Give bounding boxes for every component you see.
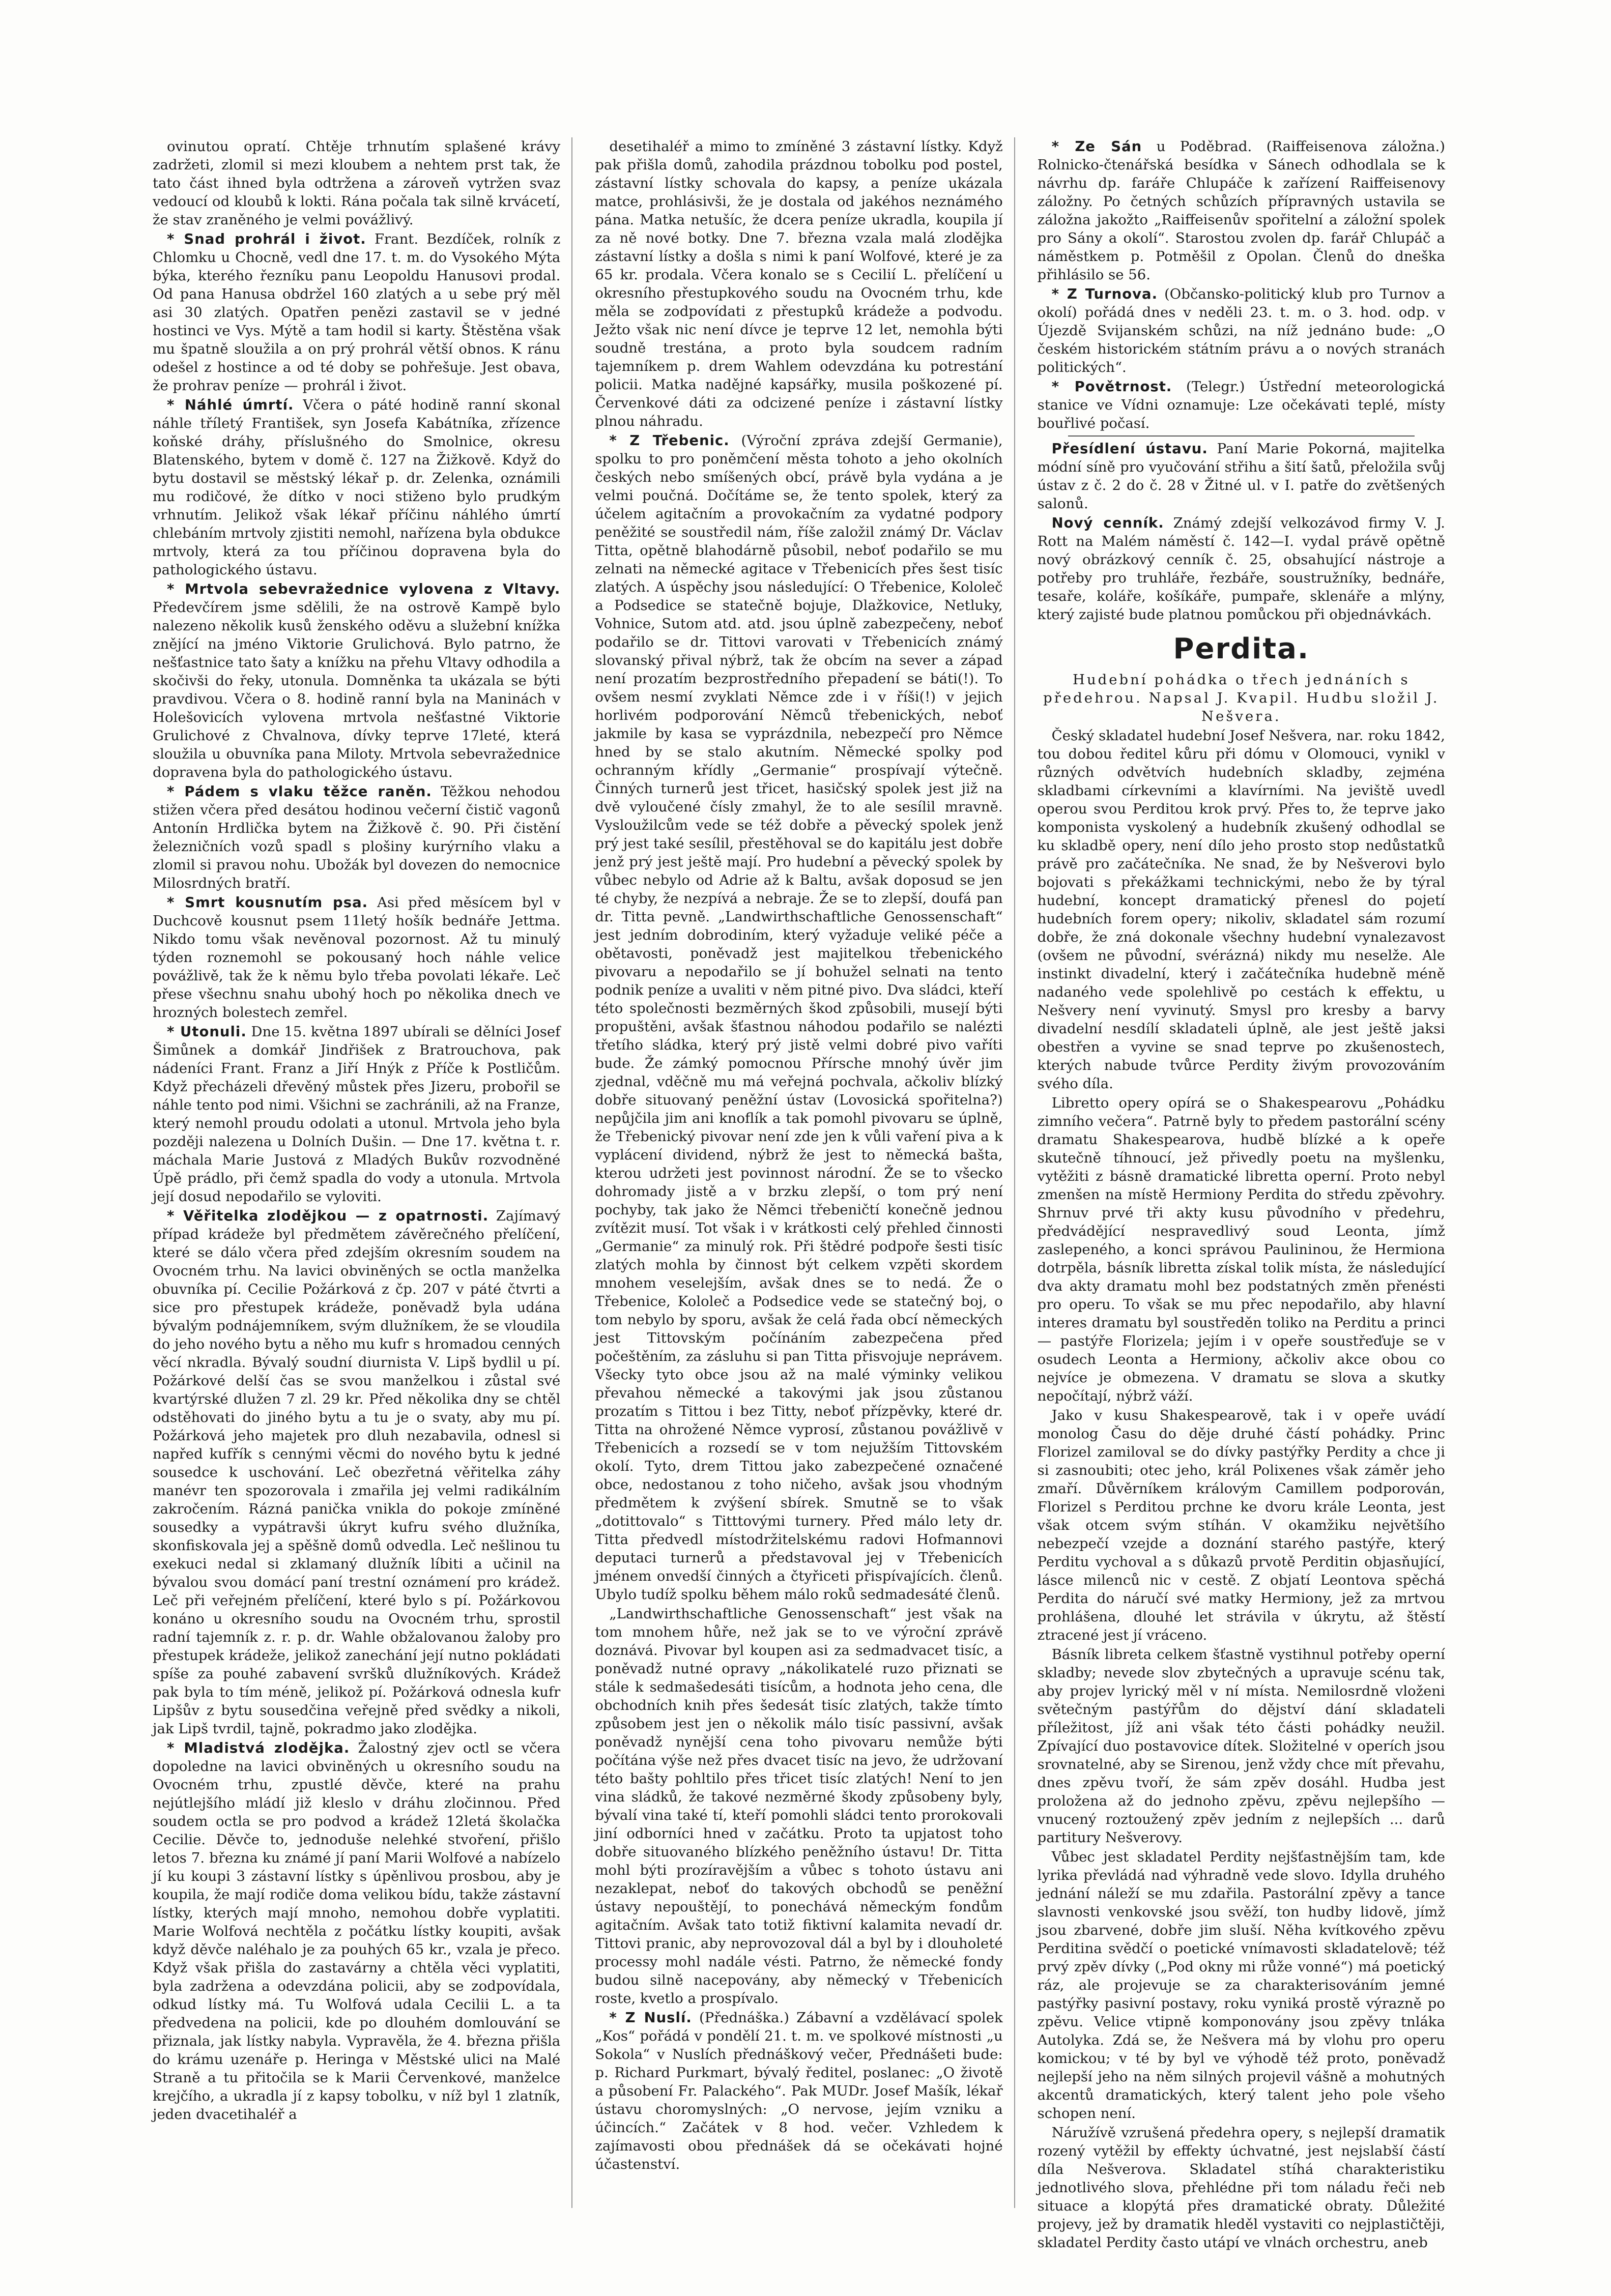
column-1 (153, 137, 572, 2208)
news-headline: * Náhlé úmrtí. (167, 397, 294, 413)
news-item: * Pádem s vlaku těžce raněn. Těžkou nehodou stižen včera před desátou hodinou večerní čistič vagonů Antonín Hrdlička bytem na Žižkově č. 90. Při čistění železničních vozů spadl s plošiny kurýrního vlaku a zlomil si pravou nohu. Ubožák byl dovezen do nemocnice Milosrdných bratří. (153, 783, 561, 891)
page-body (153, 137, 1445, 2251)
news-headline: * Věřitelka zlodějkou — z opatrnosti. (167, 1208, 489, 1224)
news-headline: * Z Třebenic. (609, 432, 730, 449)
news-headline: * Smrt kousnutím psa. (167, 894, 368, 911)
news-item: * Věřitelka zlodějkou — z opatrnosti. Zajímavý případ krádeže byl předmětem závěrečného přelíčení, které se dálo včera před zdejším okresním soudem na Ovocném trhu. Na lavici obviněných se octla manželka obuvníka pí. Cecilie Požárková z čp. 207 v páté čtvrti a sice pro přestupek krádeže, poněvadž byla udána bývalým podnájemníkem, svým dlužníkem, že se vloudila do jeho nového bytu a něho mu kufr s hromadou cenných věcí nkradla. Bývalý soudní diurnista V. Lipš bydlil u pí. Požárkové delší čas se svou manželkou i zůstal své kvartýrské dlužen 7 zl. 29 kr. Před několika dny se chtěl odstěhovati do jiného bytu a tu je o svaty, aby mu pí. Požárková jeho majetek pro dluh nezabavila, odnesl si napřed kufřík s cennými věcmi do nového bytu k jedné sousedce k uschování. Leč obezřetná věřitelka záhy manévr ten spozorovala i zmařila jej velmi radikálním zakročením. Rázná panička vnikla do pokoje zmíněné sousedky a vypátravši úkryt kufru svého dlužníka, skonfiskovala jej a spěšně domů odvedla. Leč nešlinou tu exekuci nedal si zklamaný dlužník líbiti a učinil na bývalou svou domácí paní trestní oznámení pro krádež. Leč při veřejném přelíčení, které bylo s pí. Požárkovou konáno u okresního soudu na Ovocném trhu, sprostil radní tajemník z. r. p. dr. Wahle obžalovanou žaloby pro přestupek krádeže, jelikož zanechání její nutno pokládati spíše za pouhé zabavení svršků dlužníkových. Krádež pak byla to tím méně, jelikož pí. Požárková odnesla kufr Lipšův z bytu sousedčina veřejně před svědky a nikoli, jak Lipš tvrdil, tajně, pokradmo jako zlodějka. (153, 1208, 561, 1737)
news-headline: * Z Nuslí. (609, 2010, 692, 2026)
news-headline: * Mladistvá zlodějka. (167, 1740, 350, 1756)
section-divider (1068, 435, 1415, 437)
column-2 (595, 137, 1015, 2208)
news-headline: * Ze Sán (1051, 138, 1142, 155)
news-item: * Utonuli. Dne 15. května 1897 ubírali se dělníci Josef Šimůnek a domkář Jindřišek z Bratrouchova, pak nádeníci Frant. Franz a Jiří Hnýk z Příče k Postličům. Když přecházeli dřevěný můstek přes Jizeru, probořil se náhle tento pod nimi. Všichni se zachránili, až na Franze, který nemohl proudu odolati a utonul. Mrtvola jeho byla později nalezena u Dolních Dušin. — Dne 17. května t. r. máchala Marie Justová z Mladých Bukův rozvodněné Úpě prádlo, při čemž spadla do vody a utonula. Mrtvola její dosud nepodařilo se vyloviti. (153, 1024, 561, 1205)
review-paragraph: Český skladatel hudební Josef Nešvera, nar. roku 1842, tou dobou ředitel kůru při dómu v Olomouci, vynikl v různých odvětvích hudebních skladby, zejména skladbami církevními a klavírními. Na jeviště uvedl operou svou Perditou krok prvý. Přes to, že teprve jako komponista vyskolený a hudebník zkušený odhodlal se ku skladbě opery, není dílo jeho prosto stop nedůstatků právě pro začátečníka. Ne snad, že by Nešverovi bylo bojovati s překážkami technickými, nebo že by týral hudební, koncept dramatický přenesl do pojetí hudebních forem opery; nikoliv, skladatel sám rozumí dobře, že zná dokonale všechny hudební vynalezavost (ovšem ne původní, svérázná) nikdy mu neselže. Ale instinkt divadelní, který i začátečníka hudebně méně nadaného vede spolehlivě po cestách k effektu, u Nešvery není vyvinutý. Smysl pro kresby a barvy divadelní nesdílí skladateli úplně, ale jest ještě jaksi obestřen a vyvine se snad teprve po zkušenostech, kterých nabude tvůrce Perdity živým provozováním svého díla. (1037, 728, 1445, 1092)
news-item: * Náhlé úmrtí. Včera o páté hodině ranní skonal náhle tříletý František, syn Josefa Kabátníka, zřízence koňské dráhy, příslušného do Smolnice, okresu Blatenského, bytem v domě č. 127 na Žižkově. Když do bytu dostavil se městský lékař p. dr. Zelenka, oznámili mu rodičové, že dítko v noci stiženo bylo prudkým vrhnutím. Jelikož však lékař příčinu náhlého úmrtí chlebáním mrtvoly zjistiti nemohl, nařízena byla obdukce mrtvoly, která za tou příčinou dopravena byla do pathologického ústavu. (153, 397, 561, 578)
news-headline: * Povětrnost. (1051, 379, 1172, 395)
notice-headline: Přesídlení ústavu. (1051, 441, 1208, 457)
news-item: * Snad prohrál i život. Frant. Bezdíček, rolník z Chlomku u Chocně, vedl dne 17. t. m. do Vysokého Mýta býka, kterého řezníku panu Leopoldu Hanusovi prodal. Od pana Hanusa obdržel 160 zlatých a u sebe prý měl asi 30 zlatých. Opatřen penězi zastavil se v jedné hostinci ve Vys. Mýtě a tam hodil si karty. Štěstěna však mu špatně sloužila a on prý prohrál větší obnos. K ránu odešel z hostince a od té doby se pohřešuje. Jest obava, že prohrav peníze — prohrál i život. (153, 231, 561, 394)
news-item: * Povětrnost. (Telegr.) Ústřední meteorologická stanice ve Vídni oznamuje: Lze očekávati teplé, místy bouřlivé počasí. (1037, 379, 1445, 431)
news-item: * Mladistvá zlodějka. Žalostný zjev octl se včera dopoledne na lavici obviněných u okresního soudu na Ovocném trhu, zpustlé děvče, které na prahu nejútlejšího mládí již kleslo v dráhu zločinnou. Před soudem octla se pro podvod a krádež 12letá školačka Cecilie. Děvče to, jednoduše nelehké stvoření, přišlo letos 7. března ku známé jí paní Marii Wolfové a nabízelo jí ku koupi 3 zástavní lístky s úpěnlivou prosbou, aby je koupila, že mají rodiče doma velikou bídu, takže zástavní lístky, kterých mají mnoho, nemohou dobře vyplatiti. Marie Wolfová nechtěla z počátku lístky koupiti, avšak když děvče naléhalo je za pouhých 65 kr., vzala je přeco. Když však přišla do zastavárny a chtěla věci vyplatiti, byla zadržena a odevzdána policii, aby se zodpovídala, odkud lístky má. Tu Wolfová udala Cecilii L. a ta předvedena na policii, kde po dlouhém domlouvání se přiznala, jak lístky nabyla. Vypravěla, že 4. března přišla do krámu uzenáře p. Heringa v Městské ulici na Malé Straně a tu přitočila se k Marii Červenkové, manželce krejčího, a ukradla jí z kapsy tobolku, v níž byl 1 zlatník, jeden dvacetihaléř a (153, 1740, 561, 2123)
feuilleton-title: Perdita. (1173, 632, 1310, 665)
feuilleton-subtitle: Hudební pohádka o třech jednáních s předehrou. Napsal J. Kvapil. Hudbu složil J. Nešvera. (1043, 672, 1440, 724)
news-item: * Z Třebenic. (Výroční zpráva zdejší Germanie), spolku to pro poněmčení města tohoto a jeho okolních českých nebo smíšených obcí, právě byla vydána a je velmi poučná. Dočítáme se, že tento spolek, který za účelem agitačním a provokačním za vydatné podpory peněžité se soustředil nám, říše založil známý Dr. Václav Titta, opětně blahodárně působil, neboť podařilo se mu zelnati na německé agitace v Třebenicích přes šest tisíc zlatých. A úspěchy jsou následující: O Třebenice, Kololeč a Podsedice se statečně bojuje, Dlažkovice, Netluky, Vohnice, Sutom atd. atd. jsou úplně zabezpečeny, neboť podařilo se dr. Tittovi varovati v Třebenicích známý slovanský přival nýbrž, tak že obcím na sever a západ není prozatím bezprostředního přepadení se báti(!). To ovšem nesmí zvyklati Němce zde i v říši(!) v jejich horlivém podporování Němců třebenických, neboť jakmile by kasa se vyprázdnila, nebezpečí pro Němce hned by se stalo akutním. Německé spolky pod ochranným křídly „Germanie“ prospívají výtečně. Činných turnerů jest třicet, hasičský spolek jest již na dvě vyloučené čísly zmahyl, že to ale sesílil mravně. Vysloužilcům vede se též dobře a pěvecký spolek jenž prý jest také sesílil, přestěhoval se do kapitálu jest dobře jenž prý jest ještě mají. Pro hudební a pěvecký spolek by vůbec nebylo od Adrie až k Baltu, avšak doposud se jen té chyby, že nezpívá a nebraje. Že se to zlepší, doufá pan dr. Titta pevně. „Landwirthschaftliche Genossenschaft“ jest jedním dobrodiním, který vyžaduje veliké péče a obětavosti, poněvadž jest majitelkou třebenického pivovaru a nepodařilo se jí bohužel selnati na tento podnik peníze a uvaliti v něm pitné pivo. Dva sládci, kteří této společnosti bezměrných škod způsobili, musejí býti propuštěni, avšak šťastnou náhodou podařilo se nalézti třetího sládka, který prý jistě velmi dobré pivo vaříti bude. Že zámký pomocnou Přírsche mnohý úvěr jim zjednal, vděčně mu má veřejná pochvala, ačkoliv blízký dobře situovaný peněžní ústav (Lovosická spořitelna?) nepůjčila jim ani knoflík a tak pomohl pivovaru se úplně, že Třebenický pivovar není zde jen k vůli vaření piva a k vyplácení dividend, nýbrž že jest to německá bašta, kterou udržeti jest povinnost národní. Že se to všecko dohromady jistě a v brzku zlepší, o tom prý není pochyby, tak jako že Němci třebeničtí konečně jednou zvítězit musí. Tot však i v krátkosti celý přehled činnosti „Germanie“ za minulý rok. Při štědré podpoře šesti tisíc zlatých mohla by činnost být celkem vzpěti skordem mnohem veselejším, avšak dnes se to nedá. Že o Třebenice, Kololeč a Podsedice vede se statečný boj, o tom nebylo by sporu, avšak že celá řada obcí německých jest Tittovským počínáním zabezpečena před počeštěním, za zásluhu si pan Titta přisvojuje neprávem. Všecky tyto obce jsou až na malé výminky velikou převahou německé a takovými jak jsou zůstanou prozatím s Tittou i bez Titty, neboť přízpěvky, které dr. Titta na ohrožené Němce vyprosí, zůstanou povážlivě v Třebenicích a rozsedí se v tom nejužším Tittovském okolí. Tyto, drem Tittou jako zabezpečené označené obce, nedostanou z toho ničeho, avšak jsou vhodným předmětem k zvýšení sbírek. Smutně se to však „dotittovalo“ s Titttovými turnery. Před málo lety dr. Titta předvedl místodržitelskému radovi Hofmannovi deputaci turnerů a představoval jej v Třebenicích jménem onvedší činných a čtyřiceti přispívajících. členů. Ubylo tudíž spolku během málo roků sedmadesáté členů. (595, 432, 1003, 1603)
news-headline: * Mrtvola sebevražednice vylovena z Vltavy. (167, 581, 561, 597)
news-item: * Z Nuslí. (Přednáška.) Zábavní a vzdělávací spolek „Kos“ pořádá v pondělí 21. t. m. ve spolkové místnosti „u Sokola“ v Nuslích přednáškový večer, Přednášeti bude: p. Richard Purkmart, bývalý ředitel, poslanec: „O životě a působení Fr. Palackého“. Pak MUDr. Josef Mašík, lékař ústavu choromyslných: „O nervose, jejím vzniku a účincích.“ Začátek v 8 hod. večer. Vzhledem k zajímavosti obou přednášek dá se očekávati hojné účastenství. (595, 2010, 1003, 2172)
article-fragment: desetihaléř a mimo to zmíněné 3 zástavní lístky. Když pak přišla domů, zahodila prázdnou tobolku pod postel, zástavní lístky schovala do kapsy, a peníze ukázala matce, prohlásivši, že je dostala od jakéhos neznámého pána. Matka netušíc, že dcera peníze ukradla, koupila jí za ně nové botky. Dne 7. března vzala malá zlodějka zástavní lístky a došla s nimi k paní Wolfové, které je za 65 kr. prodala. Včera konalo se s Cecilií L. přelíčení u okresního přestupkového soudu na Ovocném trhu, kde měla se zodpovídati z přestupků krádeže a podvodu. Ježto však nic není dívce je teprve 12 let, nemohla býti soudně trestána, a proto byla soudcem radním tajemníkem p. drem Wahlem odevzdána ku potrestání policii. Matka nadějné kapsářky, musila poškozené pí. Červenkové dáti za odcizené peníze i zástavní lístky plnou náhradu. (595, 138, 1003, 429)
news-headline: * Snad prohrál i život. (167, 231, 366, 247)
review-paragraph: Libretto opery opírá se o Shakespearovu „Pohádku zimního večera“. Patrně byly to předem pastorální scény dramatu Shakespearova, hudbě blízké a k opeře skutečně tíhnoucí, jež přivedly poetu na myšlenku, vytěžiti z básně dramatické libretta operní. Proto nebyl zmenšen na místě Hermiony Perdita do středu zpěvohry. Shrnuv prvé tři akty kusu původního v předehru, předvádějící nespravedlivý soud Leonta, jímž zaslepeného, a konci správou Paulininou, že Hermiona dotrpěla, básník libretta získal tolik místa, že následující dva akty dramatu mohl bez podstatných změn přenésti pro operu. To však se mu přec nepodařilo, aby hlavní interes dramatu byl soustředěn toliko na Perditu a princi — pastýře Florizela; jejím i v opeře soustřeďuje se v osudech Leonta a Hermiony, ačkoliv akce obou co nejvíce je obmezena. V dramatu se slova a skutky nepočítají, nýbrž váží. (1037, 1095, 1445, 1404)
review-paragraph: Jako v kusu Shakespearově, tak i v opeře uvádí monolog Času do děje druhé částí pohádky. Princ Florizel zamiloval se do dívky pastýřky Perdity a chce ji si zasnoubiti; otec jeho, král Polixenes však záměr jeho zmaří. Důvěrníkem královým Camillem podporován, Florizel s Perditou prchne ke dvoru krále Leonta, jest však otcem svým stíhán. V okamžiku největšího nebezpečí vzejde a doznání starého pastýře, který Perditu vychoval a s důkazů prvotě Perditin objasňující, lásce milenců nic v cestě. Z objatí Leontova spěchá Perdita do náručí své matky Hermiony, jež za mrtvou prohlášena, dlouhé let strávila v úkrytu, až štěstí ztracené jest jí vráceno. (1037, 1407, 1445, 1643)
column-3 (1037, 137, 1445, 2251)
news-item-continued: „Landwirthschaftliche Genossenschaft“ jest však na tom mnohem hůře, než jak se to ve výroční zprávě doznává. Pivovar byl koupen asi za sedmadvacet tisíc, a poněvadž nutné opravy „nákolikatelé ruzo přiznati se stále k sedmašedesáti tisícům, a hodnota jeho cena, dle obchodních knih přes šedesát tisíc zlatých, takže tímto způsobem jest jen o několik málo tisíc passivní, avšak poněvadž nynější cena toho pivovaru nemůže býti počítána výše než přes dvacet tisíc na jevo, že udržovaní této bašty pohltilo přes třicet tisíc zlatých! Není to jen vina sládků, že takové nezměrné škody způsobeny byly, bývalí vina také tí, kteří pomohli sládci tento prorokovali jiní odborníci hned v začátku. Proto ta upjatost toho dobře situovaného blízkého peněžního ústavu! Dr. Titta mohl býti prozíravějším a vůbec s tohoto ústavu ani nezaklepat, neboť do takových obchodů se peněžní ústavy nepouštějí, to ponechává německým fondům agitačním. Avšak tato totiž fiktivní kalamita nevadí dr. Tittovi pranic, aby neprovozoval dál a byl by i dlouholeté processy mohl nadále vésti. Patrno, že německé fondy budou silně nacepovány, aby německý v Třebenicích roste, kvetlo a prospívalo. (595, 1606, 1003, 2007)
notice-item: Přesídlení ústavu. Paní Marie Pokorná, majitelka módní síně pro vyučování střihu a šití šatů, přeložila svůj ústav z č. 2 do č. 28 v Žitné ul. v I. patře do zvětšených salonů. (1037, 441, 1445, 512)
news-item: * Ze Sán u Poděbrad. (Raiffeisenova záložna.) Rolnicko-čtenářská besídka v Sánech odhodlala se k návrhu dp. faráře Chlupáče k zařízení Raiffeisenovy záložny. Po četných schůzích přípravných ustavila se záložna jakožto „Raiffeisenův spořitelní a záložní spolek pro Sány a okolí“. Starostou zvolen dp. farář Chlupáč a náměstkem p. Potměšil z Opolan. Členů do dneška přihlásilo se 56. (1037, 138, 1445, 283)
news-item: * Mrtvola sebevražednice vylovena z Vltavy. Předevčírem jsme sdělili, že na ostrově Kampě bylo nalezeno několik kusů ženského oděvu a služební knížka znějící na jméno Viktorie Grulichová. Bylo patrno, že nešťastnice tato šaty a knížku na přehu Vltavy odhodila a skočivši do řeky, utonula. Domněnka ta ukázala se býti pravdivou. Včera o 8. hodině ranní byla na Maninách v Holešovicích vylovena mrtvola nešťastné Viktorie Grulichové z Chvalnova, dívky teprve 17leté, která sloužila u obuvníka pana Miloty. Mrtvola sebevražednice dopravena byla do pathologického ústavu. (153, 581, 561, 780)
review-paragraph: Básník libreta celkem šťastně vystihnul potřeby operní skladby; nevede slov zbytečných a upravuje scénu tak, aby projev lyrický měl v ní místa. Nemilosrdně vloženi světečným pastýřům do dějství dání skladateli příležitost, jíž ani však této části pohádky neužil. Zpívající duo postavovice dítek. Složitelné v operích jsou srovnatelné, aby se Sirenou, jenž vždy chce mít převahu, dnes zpěvu tvoří, že sám zpěv dosáhl. Hudba jest proložena až do jednoho zpěvu, zpěvu nejlepšího — vnucený roztoužený zpěv jedním z nejlepších ... darů partitury Nešverovy. (1037, 1646, 1445, 1846)
review-paragraph: Vůbec jest skladatel Perdity nejšťastnějším tam, kde lyrika převládá nad výhradně vede slovo. Idylla druhého jednání náleží se mu zdařila. Pastorální zpěvy a tance slavnosti venkovské jsou svěží, ton hudby lidově, jímž jsou zbarvené, dobře jim sluší. Něha kvítkového zpěvu Perditina svědčí o poetické vnímavosti skladatelově; též prvý zpěv dívky („Pod okny mi růže vonné“) má poetický ráz, ale projevuje se za charakterisováním jemné pastýřky pasivní postavy, roku vyniká prostě výrazně po zpěvu. Velice vtipně komponovány jsou zpěvy tnláka Autolyka. Zdá se, že Nešvera má by vlohu pro operu komickou; v té by byl ve výhodě též proto, poněvadž nejlepší jeho na něm silných projevil vášně a mohutných akcentů dramatických, který talent jeho pole všeho schopen není. (1037, 1849, 1445, 2121)
review-paragraph: Náružívě vzrušená předehra opery, s nejlepší dramatik rozený vytěžil by effekty úchvatné, jest nejslabší částí díla Nešverova. Skladatel stíhá charakteristiku jednotlivého slova, přehlédne při tom náladu řeči neb situace a klopýtá přes dramatické obraty. Důležité projevy, jež by dramatik hleděl vystaviti co nejplastičtěji, skladatel Perdity často utápí ve vlnách orchestru, aneb (1037, 2125, 1445, 2251)
news-headline: * Utonuli. (167, 1024, 247, 1040)
notice-headline: Nový cenník. (1051, 515, 1164, 531)
news-item: * Smrt kousnutím psa. Asi před měsícem byl v Duchcově kousnut psem 11letý hošík bednáře Jettma. Nikdo tomu však nevěnoval pozornost. Až tu minulý týden roznemohl se pokousaný hoch náhle velice povážlivě, tak že k němu bylo třeba povolati lékaře. Leč přese všechnu snahu ubohý hoch po několika dnech ve hrozných bolestech zemřel. (153, 894, 561, 1021)
notice-item: Nový cenník. Známý zdejší velkozávod firmy V. J. Rott na Malém náměstí č. 142—I. vydal právě opětně nový obrázkový cenník č. 25, obsahující nástroje a potřeby pro truhláře, řezbáře, soustružníky, bednáře, tesaře, koláře, košíkáře, pumpaře, sklenáře a mlýny, který zajisté bude platnou pomůckou při objednávkách. (1037, 515, 1445, 623)
article-fragment: ovinutou opratí. Chtěje trhnutím splašené krávy zadržeti, zlomil si mezi kloubem a nehtem prst tak, že tato část ihned byla odtržena a zároveň vytržen svaz vedoucí od kloubů k lokti. Rána počala tak silně krvácetí, že stav zraněného je velmi povážlivý. (153, 138, 561, 228)
news-headline: * Z Turnova. (1051, 286, 1158, 302)
news-headline: * Pádem s vlaku těžce raněn. (167, 783, 432, 800)
news-item: * Z Turnova. (Občansko-politický klub pro Turnov a okolí) pořádá dnes v neděli 23. t. m. o 3. hod. odp. v Újezdě Svijanském schůzi, na níž jednáno bude: „O českém historickém státním právu a o nových stranách politických“. (1037, 286, 1445, 375)
